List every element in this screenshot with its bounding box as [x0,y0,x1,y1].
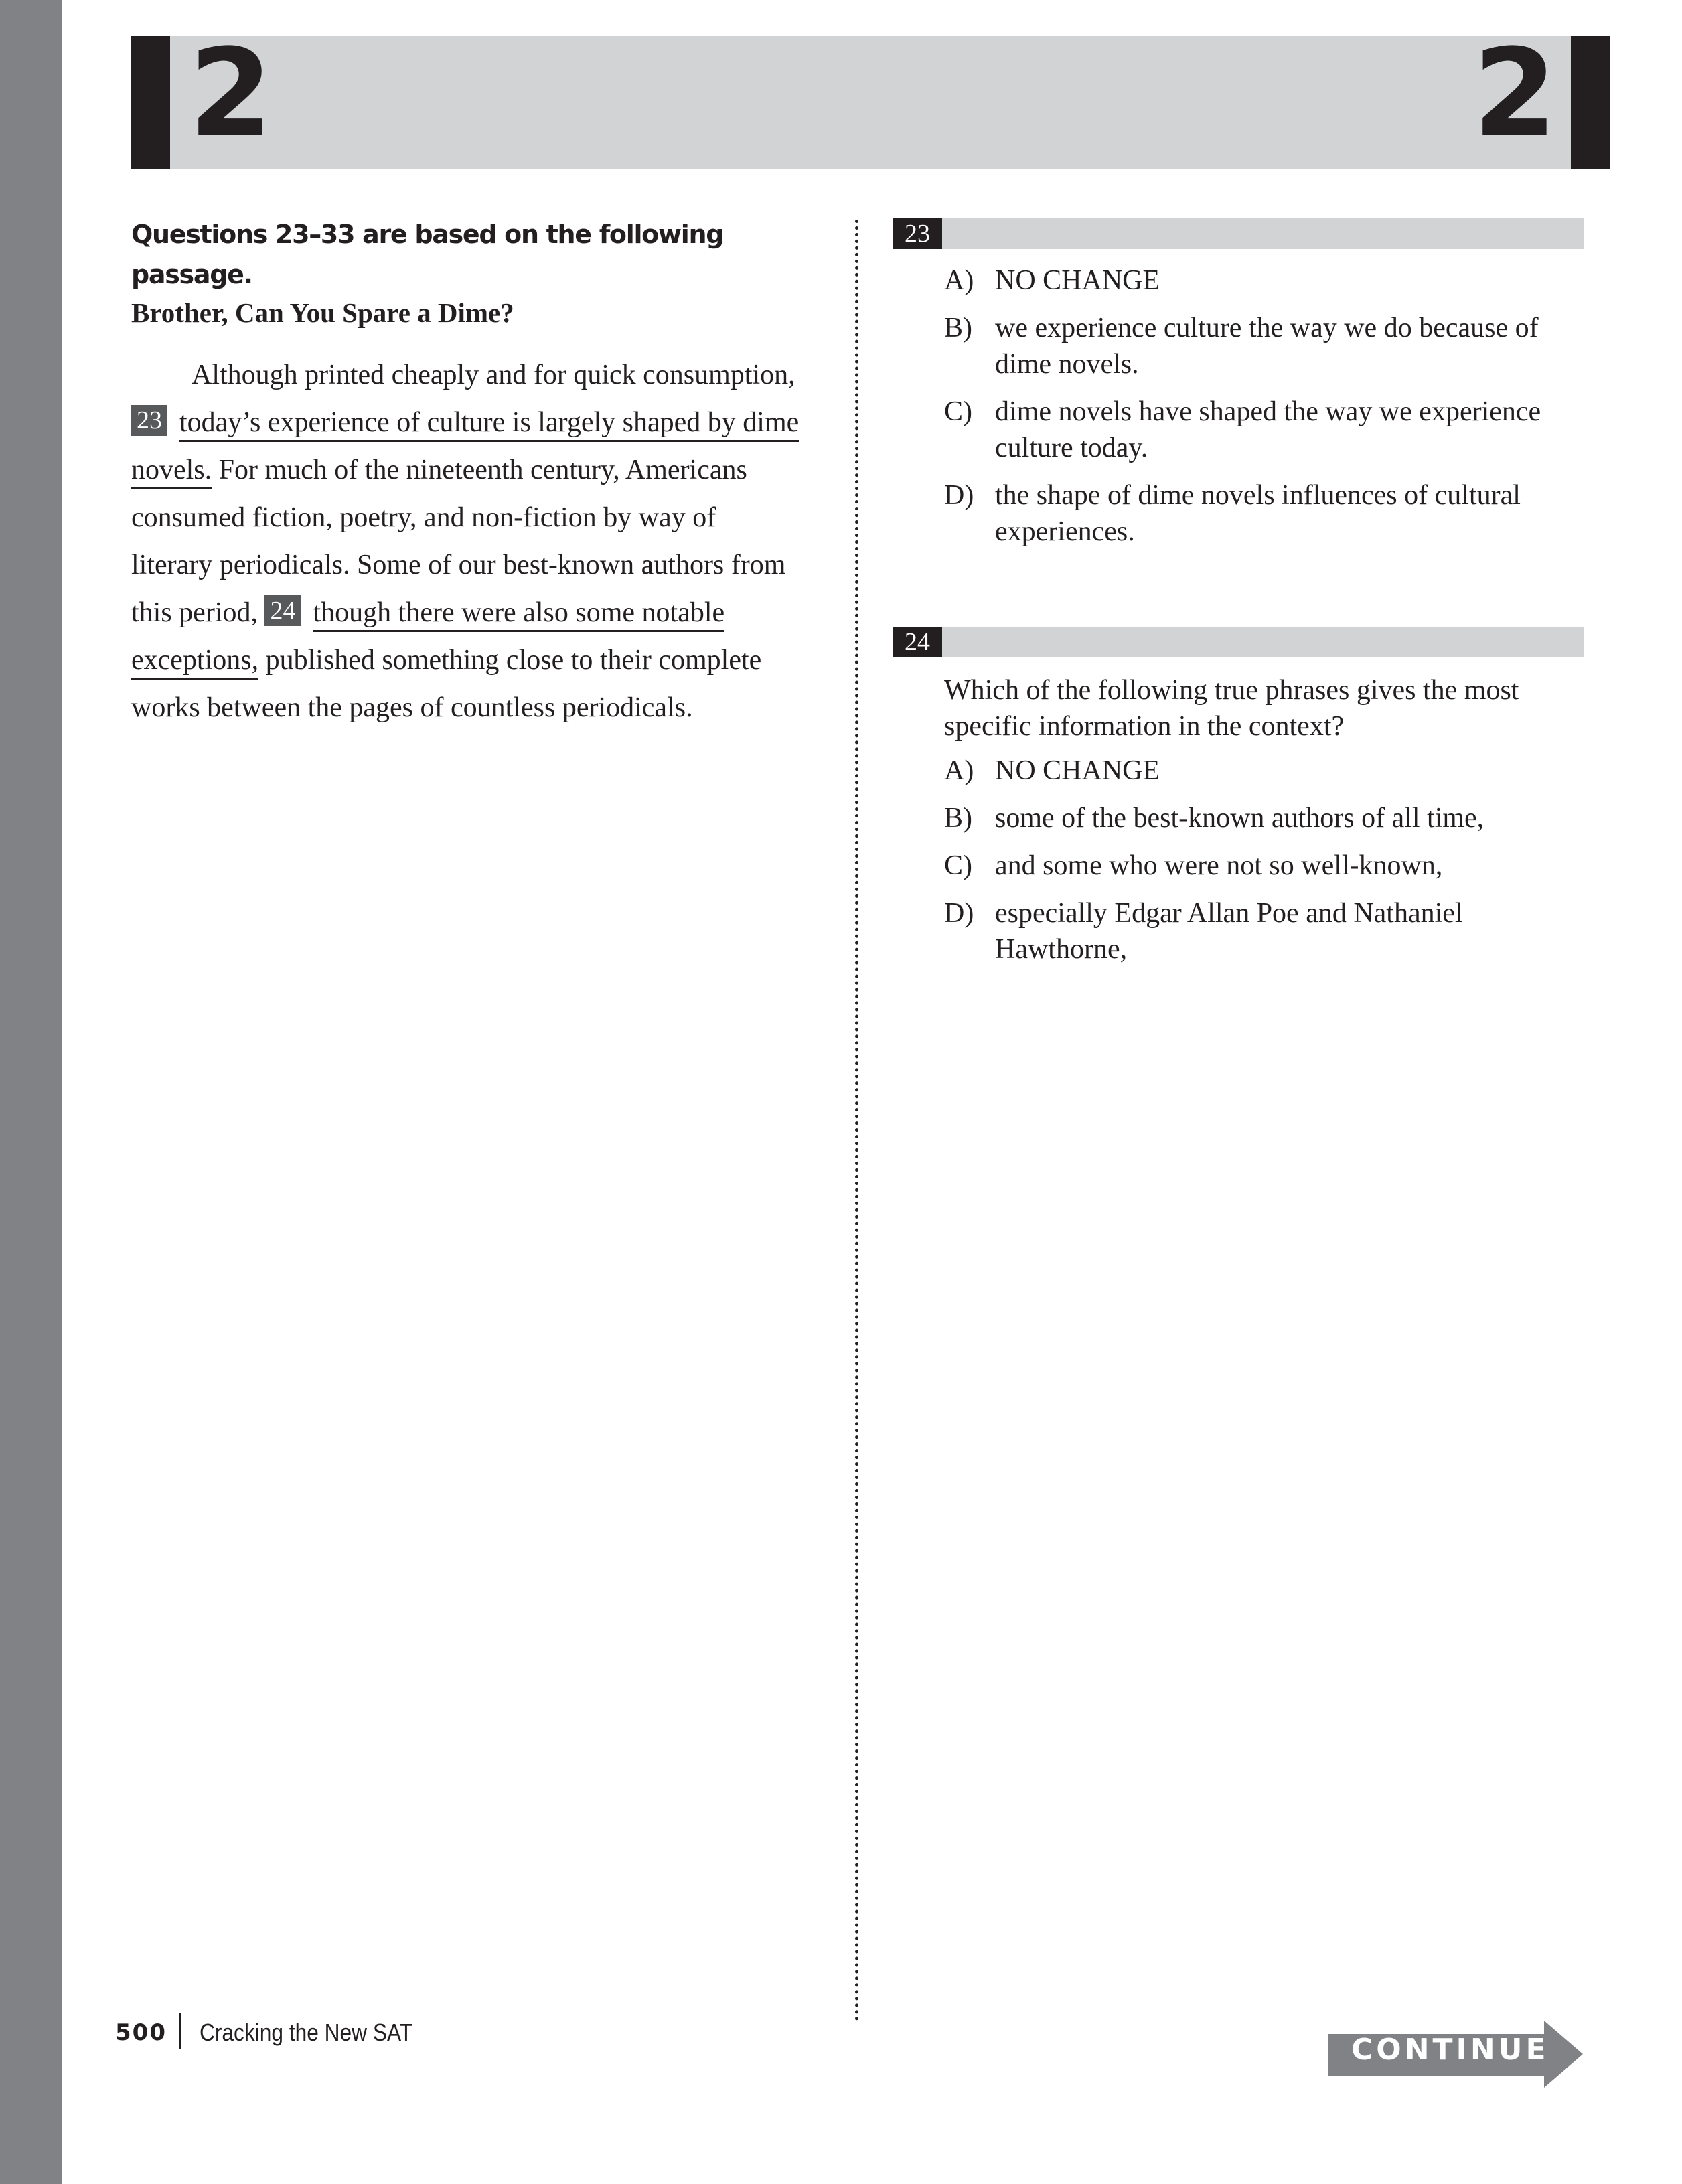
answer-choice-c[interactable] [944,394,1587,466]
choice-text: the shape of dime novels influences of cultural experiences. [995,480,1521,547]
passage-text: this period, [131,597,265,628]
passage-line [131,352,848,399]
question-23-header [893,218,1584,249]
passage-line [131,637,848,684]
choice-text: NO CHANGE [995,755,1160,786]
passage-text: Although printed cheaply and for quick consumption, [192,360,795,390]
choice-text: and some who were not so well-known, [995,850,1443,881]
answer-choice-c[interactable] [944,848,1587,884]
question-marker-24[interactable]: 24 [264,595,301,626]
passage-line [131,684,848,732]
passage-line [131,447,848,494]
underlined-text-24: exceptions, [131,645,258,680]
section-number-left: 2 [189,23,273,163]
choice-text: we experience culture the way we do because of dime novels. [995,313,1539,380]
underlined-text-24: though there were also some notable [313,597,724,632]
choice-letter: D) [944,898,974,929]
choice-text: NO CHANGE [995,265,1160,296]
underlined-text-23: today’s experience of culture is largely shaped by dime [179,407,799,442]
answer-choice-a[interactable] [944,262,1587,299]
section-header-left-mark [131,36,170,169]
choice-text: especially Edgar Allan Poe and Nathaniel Hawthorne, [995,898,1463,965]
continue-label: CONTINUE [1351,2033,1549,2067]
question-marker-23[interactable]: 23 [131,405,167,436]
passage-text: works between the pages of countless periodicals. [131,692,693,723]
passage-line [131,399,848,447]
choice-letter: B) [944,313,972,343]
passage-intro: Questions 23–33 are based on the following passage. [131,220,724,289]
page-edge-strip [0,0,62,2184]
section-number-right: 2 [1473,23,1557,163]
book-title: Cracking the New SAT [200,2019,413,2046]
passage-line [131,589,848,637]
passage-text: For much of the nineteenth century, Americans [212,455,747,485]
choice-letter: B) [944,803,972,834]
choice-letter: A) [944,265,974,296]
footer-separator [179,2013,181,2049]
passage-text: literary periodicals. Some of our best-known authors from [131,550,786,580]
answer-choice-b[interactable] [944,310,1587,382]
choice-letter: C) [944,850,972,881]
passage-body [131,352,848,732]
passage-title: Brother, Can You Spare a Dime? [131,297,514,328]
answer-choice-d[interactable] [944,477,1587,550]
continue-button[interactable] [1328,2021,1549,2080]
answer-choice-b[interactable] [944,800,1587,836]
choice-text: dime novels have shaped the way we experience culture today. [995,396,1541,463]
choice-letter: A) [944,755,974,786]
choice-letter: D) [944,480,974,511]
question-24-number: 24 [893,627,942,657]
section-header-bar [131,36,1610,169]
passage-line [131,494,848,542]
section-header-right-mark [1571,36,1610,169]
question-24-stem: Which of the following true phrases gives the most specific information in the context? [944,675,1519,742]
question-23-number: 23 [893,218,942,249]
question-24-choices [944,753,1587,967]
page-number: 500 [115,2019,167,2046]
choice-letter: C) [944,396,972,427]
answer-choice-d[interactable] [944,895,1587,967]
question-24-header [893,627,1584,657]
passage-text: published something close to their complete [258,645,762,676]
passage-line [131,542,848,589]
passage-text: consumed fiction, poetry, and non-fiction by way of [131,502,716,533]
answer-choice-a[interactable] [944,753,1587,789]
question-23-choices [944,262,1587,550]
choice-text: some of the best-known authors of all time, [995,803,1484,834]
column-divider [855,220,858,2022]
underlined-text-23: novels. [131,455,212,489]
